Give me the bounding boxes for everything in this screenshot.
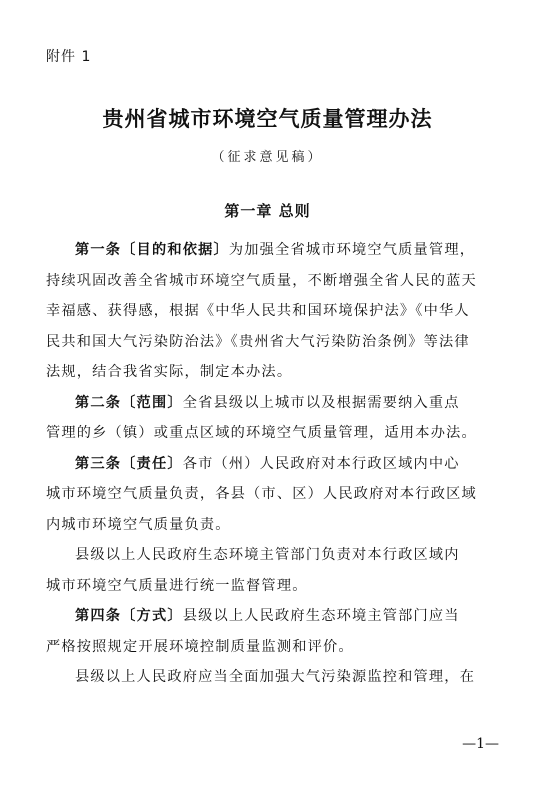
document-body — [46, 235, 506, 693]
chapter-title: 第一章 总则 — [224, 202, 311, 220]
article-2-line-2: 管理的乡（镇）或重点区域的环境空气质量管理，适用本办法。 — [46, 425, 477, 441]
article-3-line-1 — [46, 449, 506, 480]
document-subtitle: （征求意见稿） — [211, 150, 324, 165]
article-4-text: 县级以上人民政府生态环境主管部门应当 — [182, 608, 460, 624]
article-3-line-3: 内城市环境空气质量负责。 — [46, 516, 231, 533]
attachment-label: 附件 1 — [46, 49, 92, 65]
article-4-line-2: 严格按照规定开展环境控制质量监测和评价。 — [46, 638, 354, 655]
article-3-para2-line-2: 城市环境空气质量进行统一监督管理。 — [46, 577, 308, 594]
article-3-heading: 第三条〔责任〕 — [75, 455, 183, 472]
article-1-text: 为加强全省城市环境空气质量管理， — [228, 242, 476, 258]
article-3-line-2: 城市环境空气质量负责，各县（市、区）人民政府对本行政区域 — [46, 486, 477, 502]
article-4-para2-line-1: 县级以上人民政府应当全面加强大气污染源监控和管理，在 — [75, 669, 476, 685]
article-3-text: 各市（州）人民政府对本行政区域内中心 — [182, 455, 460, 472]
article-1-line-5: 法规，结合我省实际，制定本办法。 — [46, 364, 293, 380]
document-title: 贵州省城市环境空气质量管理办法 — [102, 106, 433, 131]
page-number: —1— — [462, 736, 499, 752]
article-3-para2-line-1: 县级以上人民政府生态环境主管部门负责对本行政区域内 — [75, 547, 460, 563]
article-1-line-2: 持续巩固改善全省城市环境空气质量，不断增强全省人民的蓝天 — [46, 272, 477, 289]
article-1-line-3: 幸福感、获得感，根据《中华人民共和国环境保护法》《中华人 — [46, 303, 470, 319]
article-2-heading: 第二条〔范围〕 — [75, 394, 183, 411]
article-1-line-4: 民共和国大气污染防治法》《贵州省大气污染防治条例》等法律 — [46, 333, 470, 350]
article-4-line-1 — [46, 601, 506, 632]
article-1-heading: 第一条〔目的和依据〕 — [75, 242, 229, 258]
article-1-line-1 — [46, 235, 506, 266]
article-2-line-1 — [46, 388, 506, 419]
article-2-text: 全省县级以上城市以及根据需要纳入重点 — [182, 394, 460, 411]
article-4-heading: 第四条〔方式〕 — [75, 608, 183, 624]
